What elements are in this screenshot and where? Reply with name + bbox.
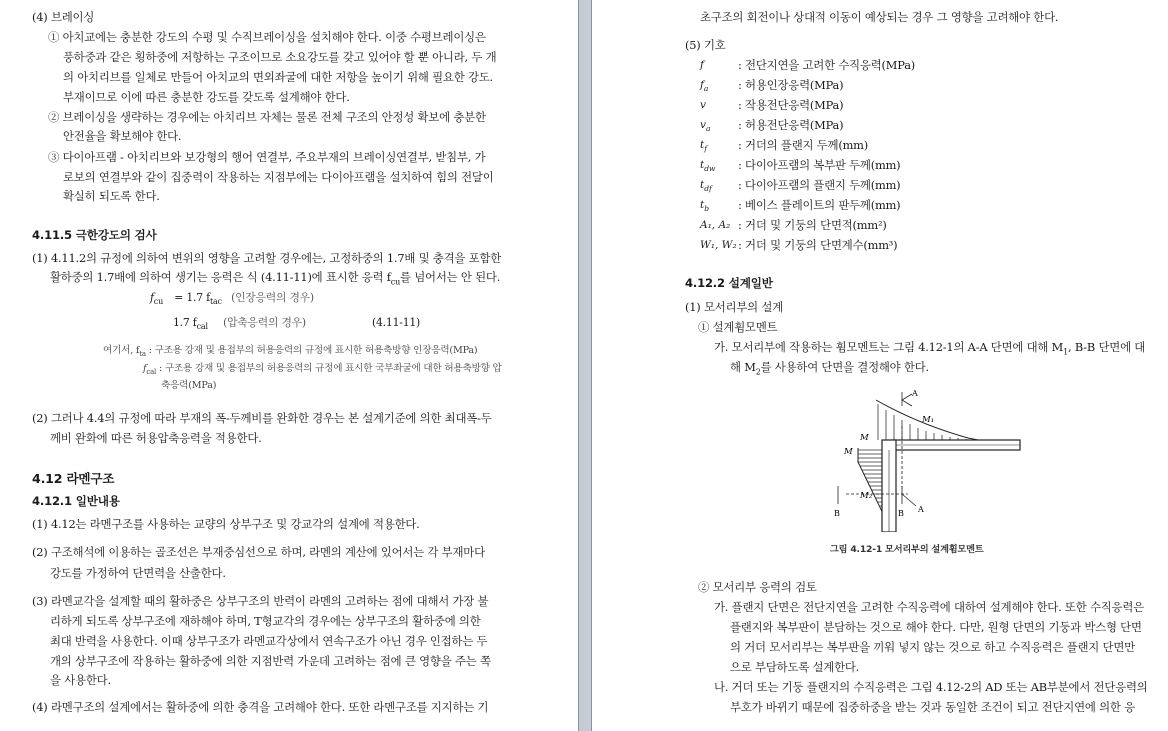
equation-line: 1.7 $f_{cal}$ (압축응력의 경우): [173, 316, 306, 332]
symbol-term: $t_{dw}$: [700, 159, 716, 174]
paragraph-line: 해 $M_2$를 사용하여 단면을 결정해야 한다.: [730, 360, 929, 377]
footnote-line: 축응력(MPa): [161, 380, 217, 391]
label-M1: M₁: [922, 415, 935, 425]
paragraph-line: ② 브레이싱을 생략하는 경우에는 아치리브 자체는 물론 전체 구조의 안정성 확보에 충분한: [48, 110, 486, 124]
label-M2: M₂: [860, 491, 873, 501]
label-M: M: [860, 433, 869, 443]
paragraph-line: 최대 반력을 사용한다. 이때 상부구조가 라멘교각상에서 연속구조가 아닌 경우 인접하는 두: [50, 634, 488, 648]
paragraph-line: ③ 다이아프램 - 아치리브와 보강형의 행어 연결부, 주요부재의 브레이싱연결부, 받침부, 가: [48, 150, 486, 164]
label-M-column: M: [844, 447, 853, 457]
paragraph-line: ② 모서리부 응력의 검토: [698, 580, 817, 594]
symbol-term: v: [700, 99, 706, 111]
symbol-description: : 거더 및 기둥의 단면계수(mm³): [738, 238, 898, 252]
right-page: [592, 0, 1168, 731]
page-gutter: [578, 0, 592, 731]
equation-number: (4.11-11): [372, 316, 421, 329]
paragraph-line: 로보의 연결부와 같이 집중력이 작용하는 지점부에는 다이아프램을 설치하여 힘의 전달이: [63, 170, 494, 184]
paragraph-line: ① 아치교에는 충분한 강도의 수평 및 수직브레이싱을 설치해야 한다. 이중 수평브레이싱은: [48, 30, 486, 44]
section-heading: 4.12.1 일반내용: [32, 494, 120, 508]
paragraph-line: 리하게 되도록 상부구조에 재하해야 하며, T형교각의 경우에는 상부구조의 활하중에 의한: [50, 614, 481, 628]
label-A-top: A: [912, 389, 918, 398]
paragraph-line: 으로 부담하도록 설계한다.: [730, 660, 860, 674]
paragraph-line: 의 아치리브를 일체로 만들어 아치교의 면외좌굴에 대한 저항을 높이기 위해 필요한 강도.: [63, 70, 493, 84]
paragraph-line: (4) 라멘구조의 설계에서는 활하중에 의한 충격을 고려해야 한다. 또한 라멘구조를 지지하는 기: [32, 700, 489, 714]
paragraph-line: (2) 그러나 4.4의 규정에 따라 부재의 폭-두께비를 완화한 경우는 본 설계기준에 의한 최대폭-두: [32, 411, 492, 425]
label-B-right: B: [898, 509, 904, 518]
paragraph-line: 활하중의 1.7배에 의하여 생기는 응력은 식 (4.11-11)에 표시한 응력 $f_{cu}$를 넘어서는 안 된다.: [50, 270, 501, 287]
symbol-description: : 베이스 플레이트의 판두께(mm): [738, 198, 901, 212]
label-A-bottom: A: [918, 505, 924, 514]
symbol-term: $t_f$: [700, 139, 708, 154]
paragraph-line: (1) 4.11.2의 규정에 의하여 변위의 영향을 고려할 경우에는, 고정하중의 1.7배 및 충격을 포함한: [32, 251, 502, 265]
corner-moment-figure: [808, 382, 1034, 532]
paragraph-line: 의 거더 모서리부는 복부판을 끼워 넣지 않는 것으로 하고 수직응력은 플랜지 단면만: [730, 640, 1135, 654]
paragraph-line: 부호가 바뀌기 때문에 집중하중을 받는 것과 동일한 조건이 되고 전단지연에 의한 응: [730, 700, 1135, 714]
paragraph-line: 확실히 되도록 한다.: [63, 189, 160, 203]
paragraph-line: 안전율을 확보해야 한다.: [63, 129, 182, 143]
symbol-term: $t_{df}$: [700, 179, 712, 194]
label-B-left: B: [834, 509, 840, 518]
paragraph-line: 개의 상부구조에 작용하는 활하중에 의한 지점반력 가운데 고려하는 점에 큰 영향을 주는 쪽: [50, 654, 491, 668]
section-heading: 4.11.5 극한강도의 검사: [32, 228, 157, 242]
paragraph-line: (1) 모서리부의 설계: [685, 300, 784, 314]
symbol-description: : 거더 및 기둥의 단면적(mm²): [738, 218, 887, 232]
symbol-description: : 다이아프램의 복부판 두께(mm): [738, 158, 901, 172]
paragraph-line: (2) 구조해석에 이용하는 골조선은 부재중심선으로 하며, 라멘의 계산에 있어서는 각 부재마다: [32, 545, 485, 559]
paragraph-line: 나. 거더 또는 기둥 플랜지의 수직응력은 그림 4.12-2의 AD 또는 AB부분에서 전단응력의: [714, 680, 1148, 694]
paragraph-line: 께비 완화에 따른 허용압축응력을 적용한다.: [50, 431, 262, 445]
paragraph-line: (3) 라멘교각을 설계할 때의 활하중은 상부구조의 반력이 라멘의 고려하는 점에 대해서 가장 불: [32, 594, 489, 608]
symbol-description: : 거더의 플랜지 두께(mm): [738, 138, 869, 152]
paragraph-line: 초구조의 회전이나 상대적 이동이 예상되는 경우 그 영향을 고려해야 한다.: [700, 10, 1059, 24]
equation-line: $f_{cu} = 1.7$ $f_{tac}$ (인장응력의 경우): [150, 291, 314, 307]
paragraph-line: 부재이므로 이에 따른 충분한 강도를 갖도록 설계해야 한다.: [63, 90, 350, 104]
paragraph-line: 가. 플랜지 단면은 전단지연을 고려한 수직응력에 대하여 설계해야 한다. 또한 수직응력은: [714, 600, 1144, 614]
paragraph-line: (1) 4.12는 라멘구조를 사용하는 교량의 상부구조 및 강교각의 설계에 적용한다.: [32, 517, 420, 531]
symbol-description: : 전단지연을 고려한 수직응력(MPa): [738, 58, 916, 72]
paragraph-line: 강도를 가정하여 단면력을 산출한다.: [50, 566, 226, 580]
symbol-term: $v_a$: [700, 119, 711, 134]
paragraph-line: 을 사용한다.: [50, 673, 111, 687]
symbol-term: $t_b$: [700, 199, 710, 214]
heading-symbols: (5) 기호: [685, 38, 726, 52]
symbol-description: : 다이아프램의 플랜지 두께(mm): [738, 178, 901, 192]
section-heading: 4.12.2 설계일반: [685, 276, 773, 290]
symbol-description: : 허용인장응력(MPa): [738, 78, 844, 92]
paragraph-line: ① 설계휨모멘트: [698, 320, 778, 334]
symbol-term: A₁, A₂: [700, 219, 731, 231]
symbol-term: W₁, W₂: [700, 239, 737, 251]
chapter-heading: 4.12 라멘구조: [32, 471, 115, 486]
symbol-description: : 허용전단응력(MPa): [738, 118, 844, 132]
paragraph-line: 풍하중과 같은 횡하중에 저항하는 구조이므로 소요강도를 갖고 있어야 할 뿐 아니라, 두 개: [63, 50, 497, 64]
paragraph-line: 가. 모서리부에 작용하는 휨모멘트는 그림 4.12-1의 A-A 단면에 대해 $M_1$, B-B 단면에 대: [714, 340, 1146, 357]
symbol-term: $f_a$: [700, 79, 709, 94]
heading-bracing: (4) 브레이싱: [32, 10, 95, 24]
paragraph-line: 플랜지와 복부판이 분담하는 것으로 해야 한다. 다만, 원형 단면의 기둥과 박스형 단면: [730, 620, 1142, 634]
left-page: [0, 0, 578, 731]
footnote-line: $f_{cal}$ : 구조용 강재 및 용접부의 허용응력의 규정에 표시한 국부좌굴에 대한 허용축방향 압: [143, 363, 502, 376]
footnote-line: 여기서, $f_{ta}$ : 구조용 강재 및 용접부의 허용응력의 규정에 표시한 허용축방향 인장응력(MPa): [103, 345, 478, 358]
figure-caption: 그림 4.12-1 모서리부의 설계휨모멘트: [830, 544, 984, 555]
symbol-description: : 작용전단응력(MPa): [738, 98, 844, 112]
symbol-term: f: [700, 59, 704, 71]
